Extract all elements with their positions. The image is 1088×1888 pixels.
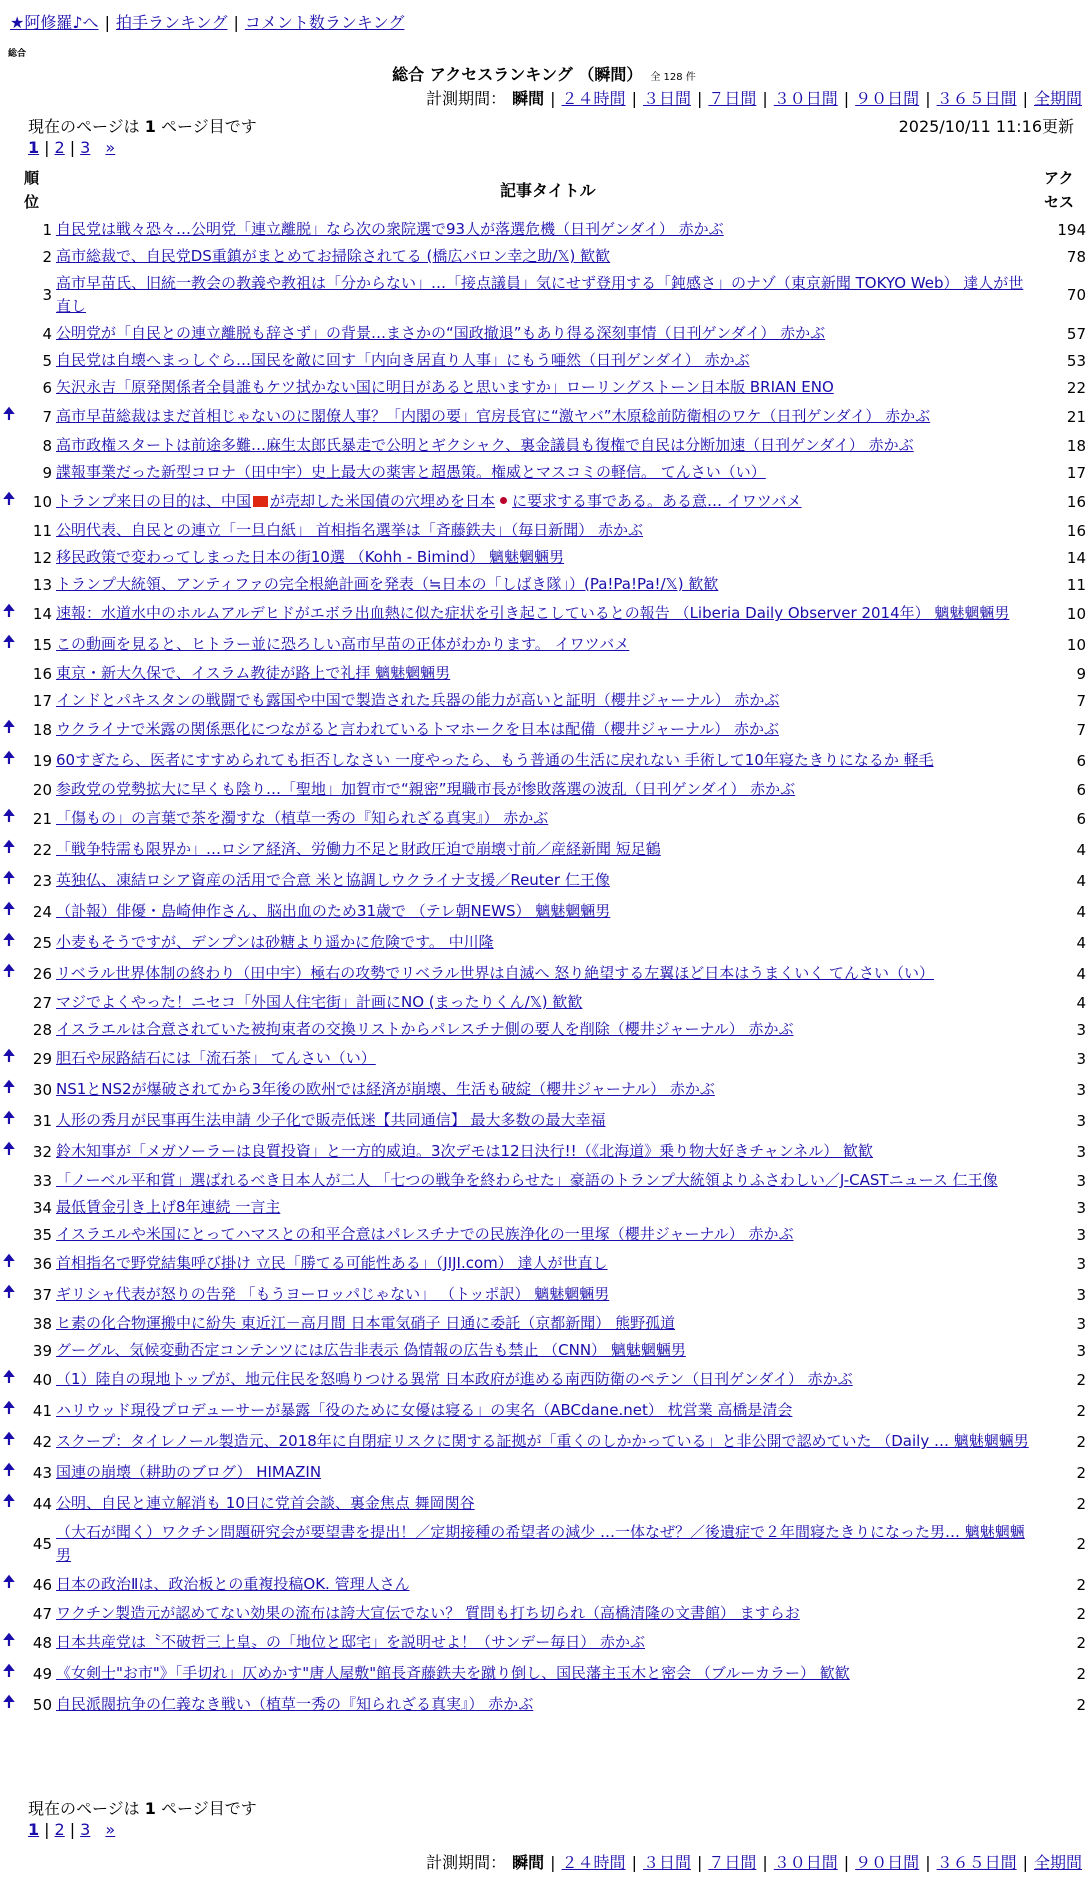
rank-up-arrow-icon: 🠉	[2, 1572, 16, 1591]
period-365d[interactable]: ３６５日間	[936, 1853, 1017, 1872]
next-page-link[interactable]: »	[105, 1820, 116, 1839]
rank-number: 27	[32, 993, 52, 1012]
ranking-row	[0, 374, 1088, 401]
rank-number: 34	[32, 1198, 52, 1217]
rank-number: 18	[32, 720, 52, 739]
rank-number: 6	[42, 378, 52, 397]
access-count: 14	[1066, 548, 1086, 567]
ranking-title: 総合 アクセスランキング （瞬間）	[392, 65, 643, 84]
access-count: 22	[1066, 378, 1086, 397]
header-title: 記事タイトル	[500, 181, 596, 200]
ranking-row	[0, 1221, 1088, 1248]
article-title-link[interactable]: 国連の崩壊（耕助のブログ） HIMAZIN	[56, 1463, 322, 1481]
ranking-row	[0, 1043, 1088, 1074]
access-count: 16	[1066, 492, 1086, 511]
period-30d[interactable]: ３０日間	[773, 1853, 838, 1872]
header-rank: 順 位	[24, 169, 40, 211]
rank-number: 12	[32, 548, 52, 567]
ranking-row	[0, 347, 1088, 374]
rank-up-arrow-icon: 🠉	[2, 717, 16, 736]
ranking-row	[0, 270, 1088, 320]
rank-number: 44	[32, 1494, 52, 1513]
access-count: 2	[1076, 1604, 1086, 1623]
page-info-suffix: ページ目です	[161, 117, 257, 136]
article-title-part: が売却した米国債の穴埋めを日本	[270, 492, 496, 510]
top-navigation	[10, 10, 404, 33]
article-title-link[interactable]: この動画を見ると、ヒトラー並に恐ろしい高市早苗の正体がわかります。 イワツバメ	[56, 635, 630, 653]
page-info-number: 1	[144, 1799, 156, 1818]
article-title-link[interactable]: 《女剣士"お市"》「手切れ」仄めかす"唐人屋敷"館長斉藤鉄夫を蹴り倒し、国民藩主玉木と密会 （ブルーカラー） 歓歓	[56, 1664, 850, 1682]
access-count: 2	[1076, 1664, 1086, 1683]
ranking-row	[0, 629, 1088, 660]
article-title-link[interactable]: 高市早苗総裁はまだ首相じゃないのに閣僚人事？「内閣の要」官房長官に“激ヤバ”木原稔前防衛相のワケ（日刊ゲンダイ） 赤かぶ	[56, 407, 931, 425]
access-count: 53	[1066, 351, 1086, 370]
period-label: 計測期間：	[426, 1853, 507, 1872]
ranking-row	[0, 958, 1088, 989]
page-info-top	[28, 114, 257, 137]
rank-up-arrow-icon: 🠉	[2, 930, 16, 949]
ranking-row	[0, 1457, 1088, 1488]
rank-number: 21	[32, 809, 52, 828]
article-title-link[interactable]: 速報：水道水中のホルムアルデヒドがエボラ出血熱に似た症状を引き起こしているとの報告 （Liberia Daily Observer 2014年） 魑魅魍魎男	[56, 604, 1010, 622]
access-count: 4	[1076, 902, 1086, 921]
pager-bottom: 1 | 2 | 3 »	[28, 1820, 116, 1839]
rank-up-arrow-icon: 🠉	[2, 806, 16, 825]
rank-number: 40	[32, 1370, 52, 1389]
article-title-link[interactable]: イスラエルや米国にとってハマスとの和平合意はパレスチナでの民族浄化の一里塚（櫻井ジャーナル） 赤かぶ	[56, 1225, 794, 1243]
article-title-link[interactable]: （1）陸自の現地トップが、地元住民を怒鳴りつける異常 日本政府が進める南西防衛のペテン（日刊ゲンダイ） 赤かぶ	[56, 1370, 853, 1388]
access-count: 10	[1066, 604, 1086, 623]
ranking-row	[0, 320, 1088, 347]
rank-number: 41	[32, 1401, 52, 1420]
ranking-row	[0, 687, 1088, 714]
article-title-link[interactable]: 日本の政治Ⅱは、政治板との重複投稿OK. 管理人さん	[56, 1575, 410, 1593]
header-access: アク セス	[1044, 169, 1075, 211]
article-title-link[interactable]: 東京・新大久保で、イスラム教徒が路上で礼拝 魑魅魍魎男	[56, 664, 451, 682]
ranking-row	[0, 896, 1088, 927]
article-title-link[interactable]: 自民党は自壊へまっしぐら…国民を敵に回す「内向き居直り人事」にもう唖然（日刊ゲンダイ） 赤かぶ	[56, 351, 750, 369]
access-count: 2	[1076, 1370, 1086, 1389]
access-count: 3	[1076, 1254, 1086, 1273]
rank-up-arrow-icon: 🠉	[2, 632, 16, 651]
period-instant: 瞬間	[512, 1853, 545, 1872]
ranking-row	[0, 459, 1088, 486]
next-page-link[interactable]: »	[105, 138, 116, 157]
access-count: 11	[1066, 575, 1086, 594]
ranking-row	[0, 1395, 1088, 1426]
access-count: 9	[1076, 664, 1086, 683]
article-title-link[interactable]: 諜報事業だった新型コロナ（田中宇）史上最大の薬害と超愚策。権威とマスコミの軽信。 てんさい（い）	[56, 463, 766, 481]
page-3-link[interactable]: 3	[80, 1820, 91, 1839]
rank-number: 39	[32, 1341, 52, 1360]
rank-number: 50	[32, 1695, 52, 1714]
access-count: 2	[1076, 1494, 1086, 1513]
china-flag-icon	[253, 496, 268, 507]
access-count: 2	[1076, 1633, 1086, 1652]
rank-number: 47	[32, 1604, 52, 1623]
rank-number: 29	[32, 1049, 52, 1068]
rank-up-arrow-icon: 🠉	[2, 1251, 16, 1270]
rank-number: 19	[32, 751, 52, 770]
ranking-row	[0, 1364, 1088, 1395]
article-title-link[interactable]: 最低賃金引き上げ8年連続 一言主	[56, 1198, 281, 1216]
access-count: 3	[1076, 1111, 1086, 1130]
ranking-row	[0, 1337, 1088, 1364]
access-count: 4	[1076, 933, 1086, 952]
ranking-row	[0, 598, 1088, 629]
access-count: 3	[1076, 1198, 1086, 1217]
period-24h[interactable]: ２４時間	[561, 1853, 626, 1872]
rank-up-arrow-icon: 🠉	[2, 1630, 16, 1649]
page-1-link[interactable]: 1	[28, 138, 40, 157]
comment-ranking-link[interactable]: コメント数ランキング	[244, 13, 405, 32]
article-title-part: トランプ来日の目的は、中国	[56, 492, 252, 510]
rank-number: 5	[42, 351, 52, 370]
period-90d[interactable]: ９０日間	[855, 1853, 920, 1872]
access-count: 2	[1076, 1463, 1086, 1482]
rank-up-arrow-icon: 🠉	[2, 1429, 16, 1448]
ranking-title-row	[0, 62, 1088, 85]
article-title-link[interactable]: ウクライナで米露の関係悪化につながると言われているトマホークを日本は配備（櫻井ジャーナル） 赤かぶ	[56, 720, 779, 738]
period-selector-top: 計測期間： 瞬間 | ２４時間 | ３日間 | ７日間 | ３０日間 | ９０日間 | ３６５日間 | 全期間	[426, 89, 1082, 108]
rank-up-arrow-icon: 🠉	[2, 837, 16, 856]
access-count: 57	[1066, 324, 1086, 343]
access-count: 18	[1066, 436, 1086, 455]
rank-number: 14	[32, 604, 52, 623]
access-count: 3	[1076, 1225, 1086, 1244]
ranking-row	[0, 1569, 1088, 1600]
rank-up-arrow-icon: 🠉	[2, 748, 16, 767]
article-title-link[interactable]: （大石が聞く）ワクチン問題研究会が要望書を提出！／定期接種の希望者の減少 …一体なぜ？／後遺症で２年間寝たきりになった男… 魑魅魍魎男	[56, 1523, 1025, 1564]
article-title-link[interactable]: 60すぎたら、医者にすすめられても拒否しなさい 一度やったら、もう普通の生活に戻れない 手術して10年寝たきりになるか 軽毛	[56, 751, 934, 769]
article-title-link[interactable]: 鈴木知事が「メガソーラーは良質投資」と一方的威迫。3次デモは12日決行!!（《北海道》乗り物大好きチャンネル） 歓歓	[56, 1142, 874, 1160]
ranking-row	[0, 1136, 1088, 1167]
article-title-part: に要求する事である。ある意… イワツバメ	[512, 492, 802, 510]
ranking-row	[0, 1310, 1088, 1337]
article-title-link[interactable]: （訃報）俳優・島崎伸作さん、脳出血のため31歳で （テレ朝NEWS） 魑魅魍魎男	[56, 902, 611, 920]
access-count: 7	[1076, 691, 1086, 710]
rank-number: 49	[32, 1664, 52, 1683]
article-title-link[interactable]: 英独仏、凍結ロシア資産の活用で合意 米と協調しウクライナ支援／Reuter 仁王像	[56, 871, 610, 889]
rank-up-arrow-icon: 🠉	[2, 1108, 16, 1127]
rank-number: 30	[32, 1080, 52, 1099]
rank-up-arrow-icon: 🠉	[2, 1398, 16, 1417]
rank-number: 42	[32, 1432, 52, 1451]
asyura-home-link[interactable]: ★阿修羅♪へ	[10, 13, 99, 32]
page-2-link[interactable]: 2	[54, 1820, 65, 1839]
rank-number: 26	[32, 964, 52, 983]
ranking-row	[0, 1488, 1088, 1519]
article-title-link[interactable]: 胆石や尿路結石には「流石茶」 てんさい（い）	[56, 1049, 376, 1067]
page-1-link[interactable]: 1	[28, 1820, 40, 1839]
ranking-row	[0, 1519, 1088, 1569]
page-info-suffix: ページ目です	[161, 1799, 257, 1818]
access-count: 2	[1076, 1535, 1086, 1553]
ranking-row	[0, 216, 1088, 243]
ranking-row	[0, 927, 1088, 958]
ranking-row	[0, 571, 1088, 598]
ranking-row	[0, 1689, 1088, 1720]
access-count: 70	[1066, 286, 1086, 304]
rank-up-arrow-icon: 🠉	[2, 1077, 16, 1096]
pager-top: 1 | 2 | 3 »	[28, 138, 116, 157]
ranking-row	[0, 544, 1088, 571]
period-365d[interactable]: ３６５日間	[936, 89, 1017, 108]
ranking-row	[0, 1074, 1088, 1105]
period-3d[interactable]: ３日間	[642, 89, 691, 108]
period-instant: 瞬間	[512, 89, 545, 108]
article-title-link[interactable]: 日本共産党は〝不破哲三上皇〟の「地位と邸宅」を説明せよ！（サンデー毎日） 赤かぶ	[56, 1633, 646, 1651]
japan-flag-icon	[500, 497, 507, 504]
rank-number: 31	[32, 1111, 52, 1130]
period-24h[interactable]: ２４時間	[561, 89, 626, 108]
page-info-prefix: 現在のページは	[28, 117, 140, 136]
access-count: 6	[1076, 751, 1086, 770]
article-title-link[interactable]: 公明党が「自民との連立離脱も辞さず」の背景…まさかの“国政撤退”もあり得る深刻事情（日刊ゲンダイ） 赤かぶ	[56, 324, 826, 342]
rank-number: 28	[32, 1020, 52, 1039]
ranking-row	[0, 1279, 1088, 1310]
rank-up-arrow-icon: 🠉	[2, 1046, 16, 1065]
access-count: 2	[1076, 1575, 1086, 1594]
article-title-link[interactable]: グーグル、気候変動否定コンテンツには広告非表示 偽情報の広告も禁止 （CNN） 魑魅魍魎男	[56, 1341, 686, 1359]
rank-number: 22	[32, 840, 52, 859]
separator: |	[104, 13, 110, 32]
article-title-link[interactable]: 移民政策で変わってしまった日本の街10選 （Kohh - Bimind） 魑魅魍魎男	[56, 548, 564, 566]
page-info-number: 1	[144, 117, 156, 136]
rank-number: 35	[32, 1225, 52, 1244]
access-count: 3	[1076, 1142, 1086, 1161]
ranking-row	[0, 517, 1088, 544]
ranking-row	[0, 1248, 1088, 1279]
access-count: 3	[1076, 1171, 1086, 1190]
article-title-link[interactable]: 「ノーベル平和賞」選ばれるべき日本人が二人 「七つの戦争を終わらせた」豪語のトランプ大統領よりふさわしい／J-CASTニュース 仁王像	[56, 1171, 998, 1189]
article-title-link[interactable]: ヒ素の化合物運搬中に紛失 東近江－高月間 日本電気硝子 日通に委託（京都新聞） 熊野孤道	[56, 1314, 676, 1332]
updated-timestamp: 2025/10/11 11:16更新	[898, 117, 1074, 136]
rank-up-arrow-icon: 🠉	[2, 961, 16, 980]
rank-number: 36	[32, 1254, 52, 1273]
rank-number: 15	[32, 635, 52, 654]
article-title-link[interactable]: 公明、自民と連立解消も 10日に党首会談、裏金焦点 舞岡関谷	[56, 1494, 475, 1512]
rank-number: 32	[32, 1142, 52, 1161]
access-count: 2	[1076, 1401, 1086, 1420]
ranking-row	[0, 776, 1088, 803]
rank-number: 16	[32, 664, 52, 683]
rank-up-arrow-icon: 🠉	[2, 1282, 16, 1301]
rank-number: 9	[42, 463, 52, 482]
ranking-row	[0, 401, 1088, 432]
access-count: 4	[1076, 871, 1086, 890]
rank-up-arrow-icon: 🠉	[2, 868, 16, 887]
rank-number: 7	[42, 407, 52, 426]
rank-number: 43	[32, 1463, 52, 1482]
period-3d[interactable]: ３日間	[642, 1853, 691, 1872]
article-title-link[interactable]: 自民党は戦々恐々…公明党「連立離脱」なら次の衆院選で93人が落選危機（日刊ゲンダイ） 赤かぶ	[56, 220, 724, 238]
article-title-link[interactable]: インドとパキスタンの戦闘でも露国や中国で製造された兵器の能力が高いと証明（櫻井ジャーナル） 赤かぶ	[56, 691, 780, 709]
access-count: 16	[1066, 521, 1086, 540]
access-count: 2	[1076, 1432, 1086, 1451]
article-title-link[interactable]: トランプ大統領、アンティファの完全根絶計画を発表（≒日本の「しばき隊」）(Pa!Pa!Pa!/𝕏) 歓歓	[56, 575, 719, 593]
article-title-link[interactable]: 自民派閥抗争の仁義なき戦い（植草一秀の『知られざる真実』） 赤かぶ	[56, 1695, 534, 1713]
article-title-link[interactable]: 人形の秀月が民事再生法申請 少子化で販売低迷【共同通信】 最大多数の最大幸福	[56, 1111, 606, 1129]
access-count: 6	[1076, 809, 1086, 828]
rank-number: 25	[32, 933, 52, 952]
period-7d[interactable]: ７日間	[708, 1853, 757, 1872]
access-count: 78	[1066, 247, 1086, 266]
ranking-row	[0, 1194, 1088, 1221]
article-title-link[interactable]: 小麦もそうですが、デンプンは砂糖より遥かに危険です。 中川隆	[56, 933, 494, 951]
article-title-link[interactable]: 公明代表、自民との連立「一旦白紙」 首相指名選挙は「斉藤鉄夫」（毎日新聞） 赤かぶ	[56, 521, 644, 539]
period-label: 計測期間：	[426, 89, 507, 108]
rank-number: 23	[32, 871, 52, 890]
access-count: 3	[1076, 1285, 1086, 1304]
ranking-list	[0, 216, 1088, 1720]
access-count: 194	[1057, 220, 1086, 239]
ranking-row	[0, 1600, 1088, 1627]
ranking-row	[0, 1627, 1088, 1658]
article-title-link[interactable]: イスラエルは合意されていた被拘束者の交換リストからパレスチナ側の要人を削除（櫻井ジャーナル） 赤かぶ	[56, 1020, 794, 1038]
rank-number: 20	[32, 780, 52, 799]
rank-number: 38	[32, 1314, 52, 1333]
access-count: 7	[1076, 720, 1086, 739]
page-3-link[interactable]: 3	[80, 138, 91, 157]
access-count: 3	[1076, 1314, 1086, 1333]
ranking-row	[0, 243, 1088, 270]
rank-number: 17	[32, 691, 52, 710]
ranking-row	[0, 1105, 1088, 1136]
period-90d[interactable]: ９０日間	[855, 89, 920, 108]
rank-number: 4	[42, 324, 52, 343]
period-all[interactable]: 全期間	[1033, 1853, 1082, 1872]
ranking-row	[0, 714, 1088, 745]
total-count: 全 128 件	[650, 72, 696, 83]
ranking-row	[0, 834, 1088, 865]
article-title-link[interactable]: NS1とNS2が爆破されてから3年後の欧州では経済が崩壊、生活も破綻（櫻井ジャーナル） 赤かぶ	[56, 1080, 715, 1098]
rank-number: 10	[32, 492, 52, 511]
rank-number: 46	[32, 1575, 52, 1594]
clap-ranking-link[interactable]: 拍手ランキング	[115, 13, 228, 32]
category-label: 総合	[8, 49, 27, 59]
rank-number: 11	[32, 521, 52, 540]
article-title-link[interactable]: リベラル世界体制の終わり（田中宇）極右の攻勢でリベラル世界は自滅へ 怒り絶望する左翼ほど日本はうまくいく てんさい（い）	[56, 964, 935, 982]
access-count: 6	[1076, 780, 1086, 799]
rank-up-arrow-icon: 🠉	[2, 1491, 16, 1510]
ranking-row	[0, 1167, 1088, 1194]
article-title-link[interactable]: ワクチン製造元が認めてない効果の流布は誇大宣伝でない？ 質問も打ち切られ（高橋清隆の文書館） ますらお	[56, 1604, 800, 1622]
rank-number: 37	[32, 1285, 52, 1304]
period-7d[interactable]: ７日間	[708, 89, 757, 108]
article-title-link[interactable]: 矢沢永吉「原発関係者全員誰もケツ拭かない国に明日があると思いますか」ローリングストーン日本版 BRIAN ENO	[56, 378, 834, 396]
access-count: 2	[1076, 1695, 1086, 1714]
rank-up-arrow-icon: 🠉	[2, 1661, 16, 1680]
article-title-link[interactable]: スクープ：タイレノール製造元、2018年に自閉症リスクに関する証拠が「重くのしかかっている」と非公開で認めていた （Daily … 魑魅魍魎男	[56, 1432, 1029, 1450]
article-title-link[interactable]: ハリウッド現役プロデューサーが暴露「役のために女優は寝る」の実名（ABCdane.net） 枕営業 高橋是清会	[56, 1401, 793, 1419]
ranking-row	[0, 1658, 1088, 1689]
rank-number: 24	[32, 902, 52, 921]
ranking-row	[0, 989, 1088, 1016]
rank-number: 33	[32, 1171, 52, 1190]
ranking-row	[0, 803, 1088, 834]
rank-number: 13	[32, 575, 52, 594]
rank-number: 45	[32, 1535, 52, 1553]
ranking-row	[0, 1016, 1088, 1043]
article-title-link[interactable]	[56, 492, 802, 510]
article-title-link[interactable]: マジでよくやった！ニセコ「外国人住宅街」計画にNO (まったりくん/𝕏) 歓歓	[56, 993, 583, 1011]
access-count: 3	[1076, 1020, 1086, 1039]
ranking-row	[0, 432, 1088, 459]
access-count: 10	[1066, 635, 1086, 654]
access-count: 3	[1076, 1341, 1086, 1360]
period-30d[interactable]: ３０日間	[773, 89, 838, 108]
access-count: 21	[1066, 407, 1086, 426]
page-info-bottom	[28, 1796, 257, 1819]
article-title-link[interactable]: ギリシャ代表が怒りの告発 「もうヨーロッパじゃない」 （トッポ訳） 魑魅魍魎男	[56, 1285, 610, 1303]
article-title-link[interactable]: 高市政権スタートは前途多難…麻生太郎氏暴走で公明とギクシャク、裏金議員も復権で自民は分断加速（日刊ゲンダイ） 赤かぶ	[56, 436, 914, 454]
period-all[interactable]: 全期間	[1033, 89, 1082, 108]
article-title-link[interactable]: 高市総裁で、自民党DS重鎮がまとめてお掃除されてる (橋広バロン幸之助/𝕏) 歓歓	[56, 247, 611, 265]
rank-up-arrow-icon: 🠉	[2, 1692, 16, 1711]
rank-number: 8	[42, 436, 52, 455]
rank-up-arrow-icon: 🠉	[2, 601, 16, 620]
access-count: 4	[1076, 993, 1086, 1012]
rank-number: 3	[42, 286, 52, 304]
ranking-row	[0, 486, 1088, 517]
ranking-row	[0, 745, 1088, 776]
access-count: 3	[1076, 1080, 1086, 1099]
article-title-link[interactable]: 首相指名で野党結集呼び掛け 立民「勝てる可能性ある」（JIJI.com） 達人が世直し	[56, 1254, 608, 1272]
access-count: 4	[1076, 964, 1086, 983]
article-title-link[interactable]: 「戦争特需も限界か」…ロシア経済、労働力不足と財政圧迫で崩壊寸前／産経新聞 短足鶴	[56, 840, 661, 858]
separator: |	[233, 13, 239, 32]
rank-up-arrow-icon: 🠉	[2, 1367, 16, 1386]
access-count: 17	[1066, 463, 1086, 482]
article-title-link[interactable]: 高市早苗氏、旧統一教会の教義や教祖は「分からない」…「接点議員」気にせず登用する「鈍感さ」のナゾ（東京新聞 TOKYO Web） 達人が世直し	[56, 274, 1024, 315]
rank-up-arrow-icon: 🠉	[2, 1460, 16, 1479]
page-info-prefix: 現在のページは	[28, 1799, 140, 1818]
article-title-link[interactable]: 参政党の党勢拡大に早くも陰り…「聖地」加賀市で“親密”現職市長が惨敗落選の波乱（日刊ゲンダイ） 赤かぶ	[56, 780, 796, 798]
access-count: 3	[1076, 1049, 1086, 1068]
period-selector-bottom: 計測期間： 瞬間 | ２４時間 | ３日間 | ７日間 | ３０日間 | ９０日間 | ３６５日間 | 全期間	[426, 1853, 1082, 1872]
ranking-row	[0, 1426, 1088, 1457]
rank-number: 1	[42, 220, 52, 239]
access-count: 4	[1076, 840, 1086, 859]
page-2-link[interactable]: 2	[54, 138, 65, 157]
rank-up-arrow-icon: 🠉	[2, 1139, 16, 1158]
rank-number: 2	[42, 247, 52, 266]
ranking-row	[0, 660, 1088, 687]
rank-number: 48	[32, 1633, 52, 1652]
rank-up-arrow-icon: 🠉	[2, 489, 16, 508]
rank-up-arrow-icon: 🠉	[2, 899, 16, 918]
rank-up-arrow-icon: 🠉	[2, 404, 16, 423]
ranking-row	[0, 865, 1088, 896]
article-title-link[interactable]: 「傷もの」の言葉で茶を濁すな（植草一秀の『知られざる真実』） 赤かぶ	[56, 809, 549, 827]
